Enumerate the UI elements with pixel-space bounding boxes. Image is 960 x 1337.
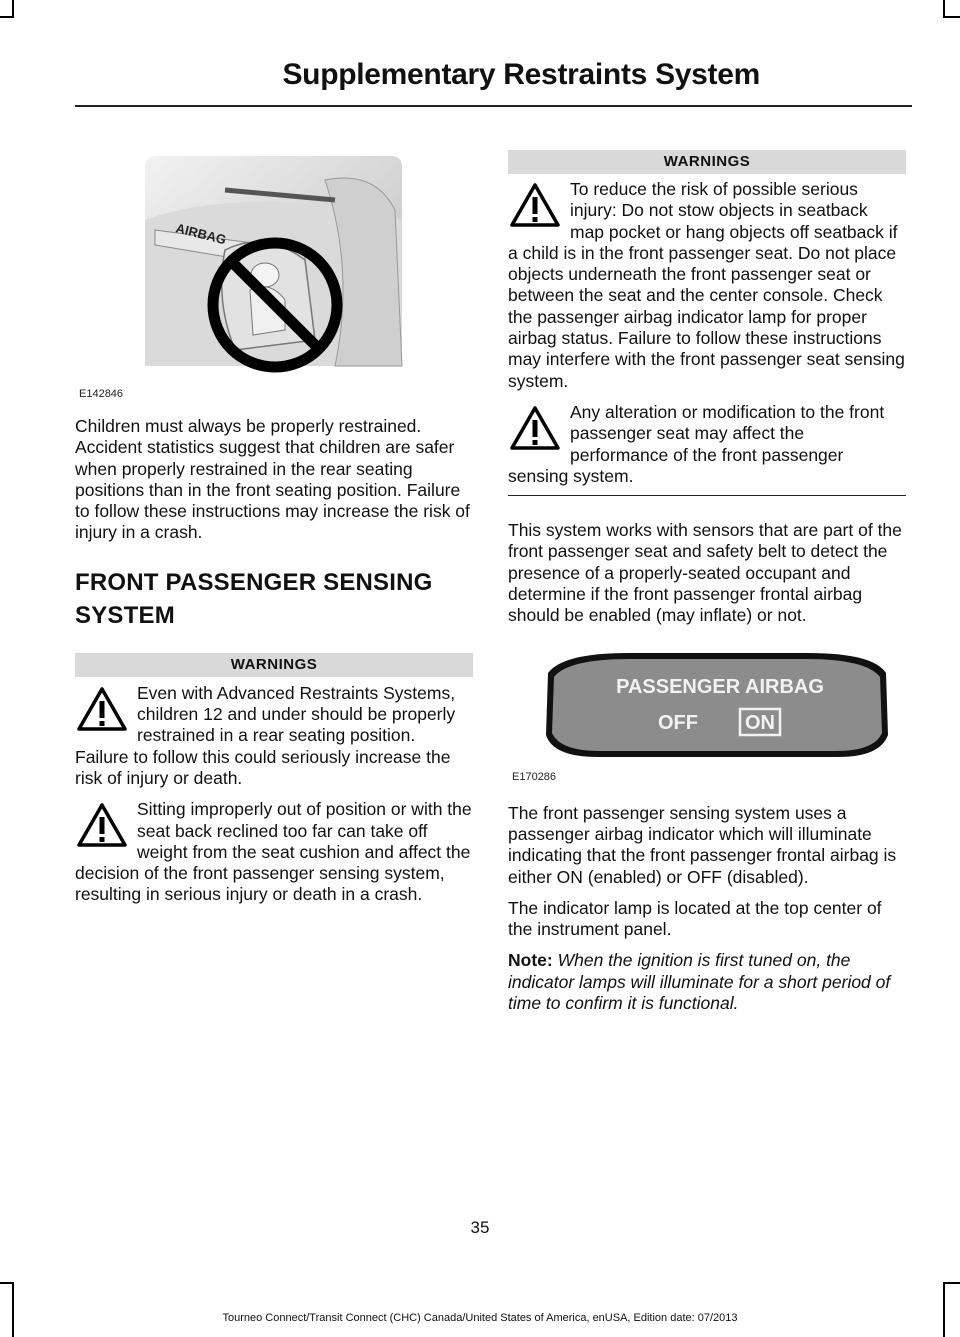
- warning-item: [75, 799, 473, 905]
- figure-code: E170286: [512, 770, 557, 783]
- warning-text: Even with Advanced Restraints Systems, children 12 and under should be properly restrained in a rear seating position. Failure to follow this could seriously increase the risk of injury or death.: [75, 682, 456, 788]
- indicator-location: The indicator lamp is located at the top center of the instrument panel.: [508, 897, 882, 940]
- crop-mark: [943, 16, 960, 18]
- indicator-off: OFF: [658, 711, 698, 734]
- indicator-description: The front passenger sensing system uses a passenger airbag indicator which will illuminate indicating that the front passenger frontal airbag is either ON (enabled) or OFF (disabled).: [508, 802, 897, 887]
- intro-paragraph: Children must always be properly restrained. Accident statistics suggest that children are safer when properly restrained in the rear seating positions than in the front seating position. Failure to follow these instructions may increase the risk of injury in a crash.: [75, 416, 470, 543]
- warning-text: To reduce the risk of possible serious injury: Do not stow objects in seatback map pocket or hang objects off seatback if a child is in the front passenger seat. Do not place objects underneath the front passenger seat or between the seat and the center console. Check the passenger airbag indicator lamp for proper airbag status. Failure to follow these instructions may interfere with the front passenger seat sensing system.: [508, 179, 905, 391]
- page-number: 35: [470, 1218, 490, 1237]
- airbag-label: AIRBAG: [174, 220, 228, 248]
- section-heading: [75, 568, 473, 631]
- warning-text: Sitting improperly out of position or with the seat back reclined too far can take off weight from the seat cushion and affect the decision of the front passenger sensing system, resulting in serious injury or death in a crash.: [75, 799, 472, 905]
- crop-mark: [0, 16, 14, 18]
- crop-mark: [12, 1282, 14, 1337]
- indicator-on: ON: [745, 711, 775, 734]
- crop-mark: [0, 1282, 14, 1284]
- section-heading-line2: SYSTEM: [75, 601, 175, 629]
- crop-mark: [943, 1282, 945, 1337]
- warning-icon: [508, 404, 562, 454]
- warnings-title: WARNINGS: [508, 150, 906, 174]
- crop-mark: [943, 1282, 960, 1284]
- section-heading-line1: FRONT PASSENGER SENSING: [75, 568, 433, 596]
- header-divider: [75, 105, 912, 107]
- warning-text: Any alteration or modification to the front passenger seat may affect the performance of the front passenger sensing system.: [508, 401, 885, 486]
- warnings-title: WARNINGS: [75, 653, 473, 677]
- warning-icon: [508, 181, 562, 231]
- section-divider: [508, 495, 906, 496]
- system-description: This system works with sensors that are part of the front passenger seat and safety belt to detect the presence of a properly-seated occupant and determine if the front passenger frontal airbag should be enabled (may inflate) or not.: [508, 520, 902, 626]
- warning-item: [75, 683, 473, 789]
- airbag-indicator-panel: [508, 645, 906, 795]
- footer-edition: Tourneo Connect/Transit Connect (CHC) Canada/United States of America, enUSA, Edition date: 07/2013: [222, 1312, 738, 1324]
- warning-item: [508, 402, 906, 487]
- note-text: When the ignition is first tuned on, the indicator lamps will illuminate for a short period of time to confirm it is functional.: [508, 950, 891, 1014]
- left-column: [75, 150, 473, 906]
- note: [508, 950, 906, 1014]
- indicator-title: PASSENGER AIRBAG: [616, 675, 824, 698]
- child-seat-airbag-illustration: [75, 150, 473, 402]
- right-column: [508, 150, 906, 1014]
- warning-icon: [75, 685, 129, 735]
- figure-code: E142846: [79, 388, 124, 400]
- warning-icon: [75, 801, 129, 851]
- child-seat-illustration: [75, 150, 473, 402]
- note-label: Note:: [508, 950, 553, 971]
- page-title: Supplementary Restraints System: [282, 58, 760, 91]
- warning-item: [508, 179, 906, 392]
- airbag-indicator-illustration: [508, 645, 906, 795]
